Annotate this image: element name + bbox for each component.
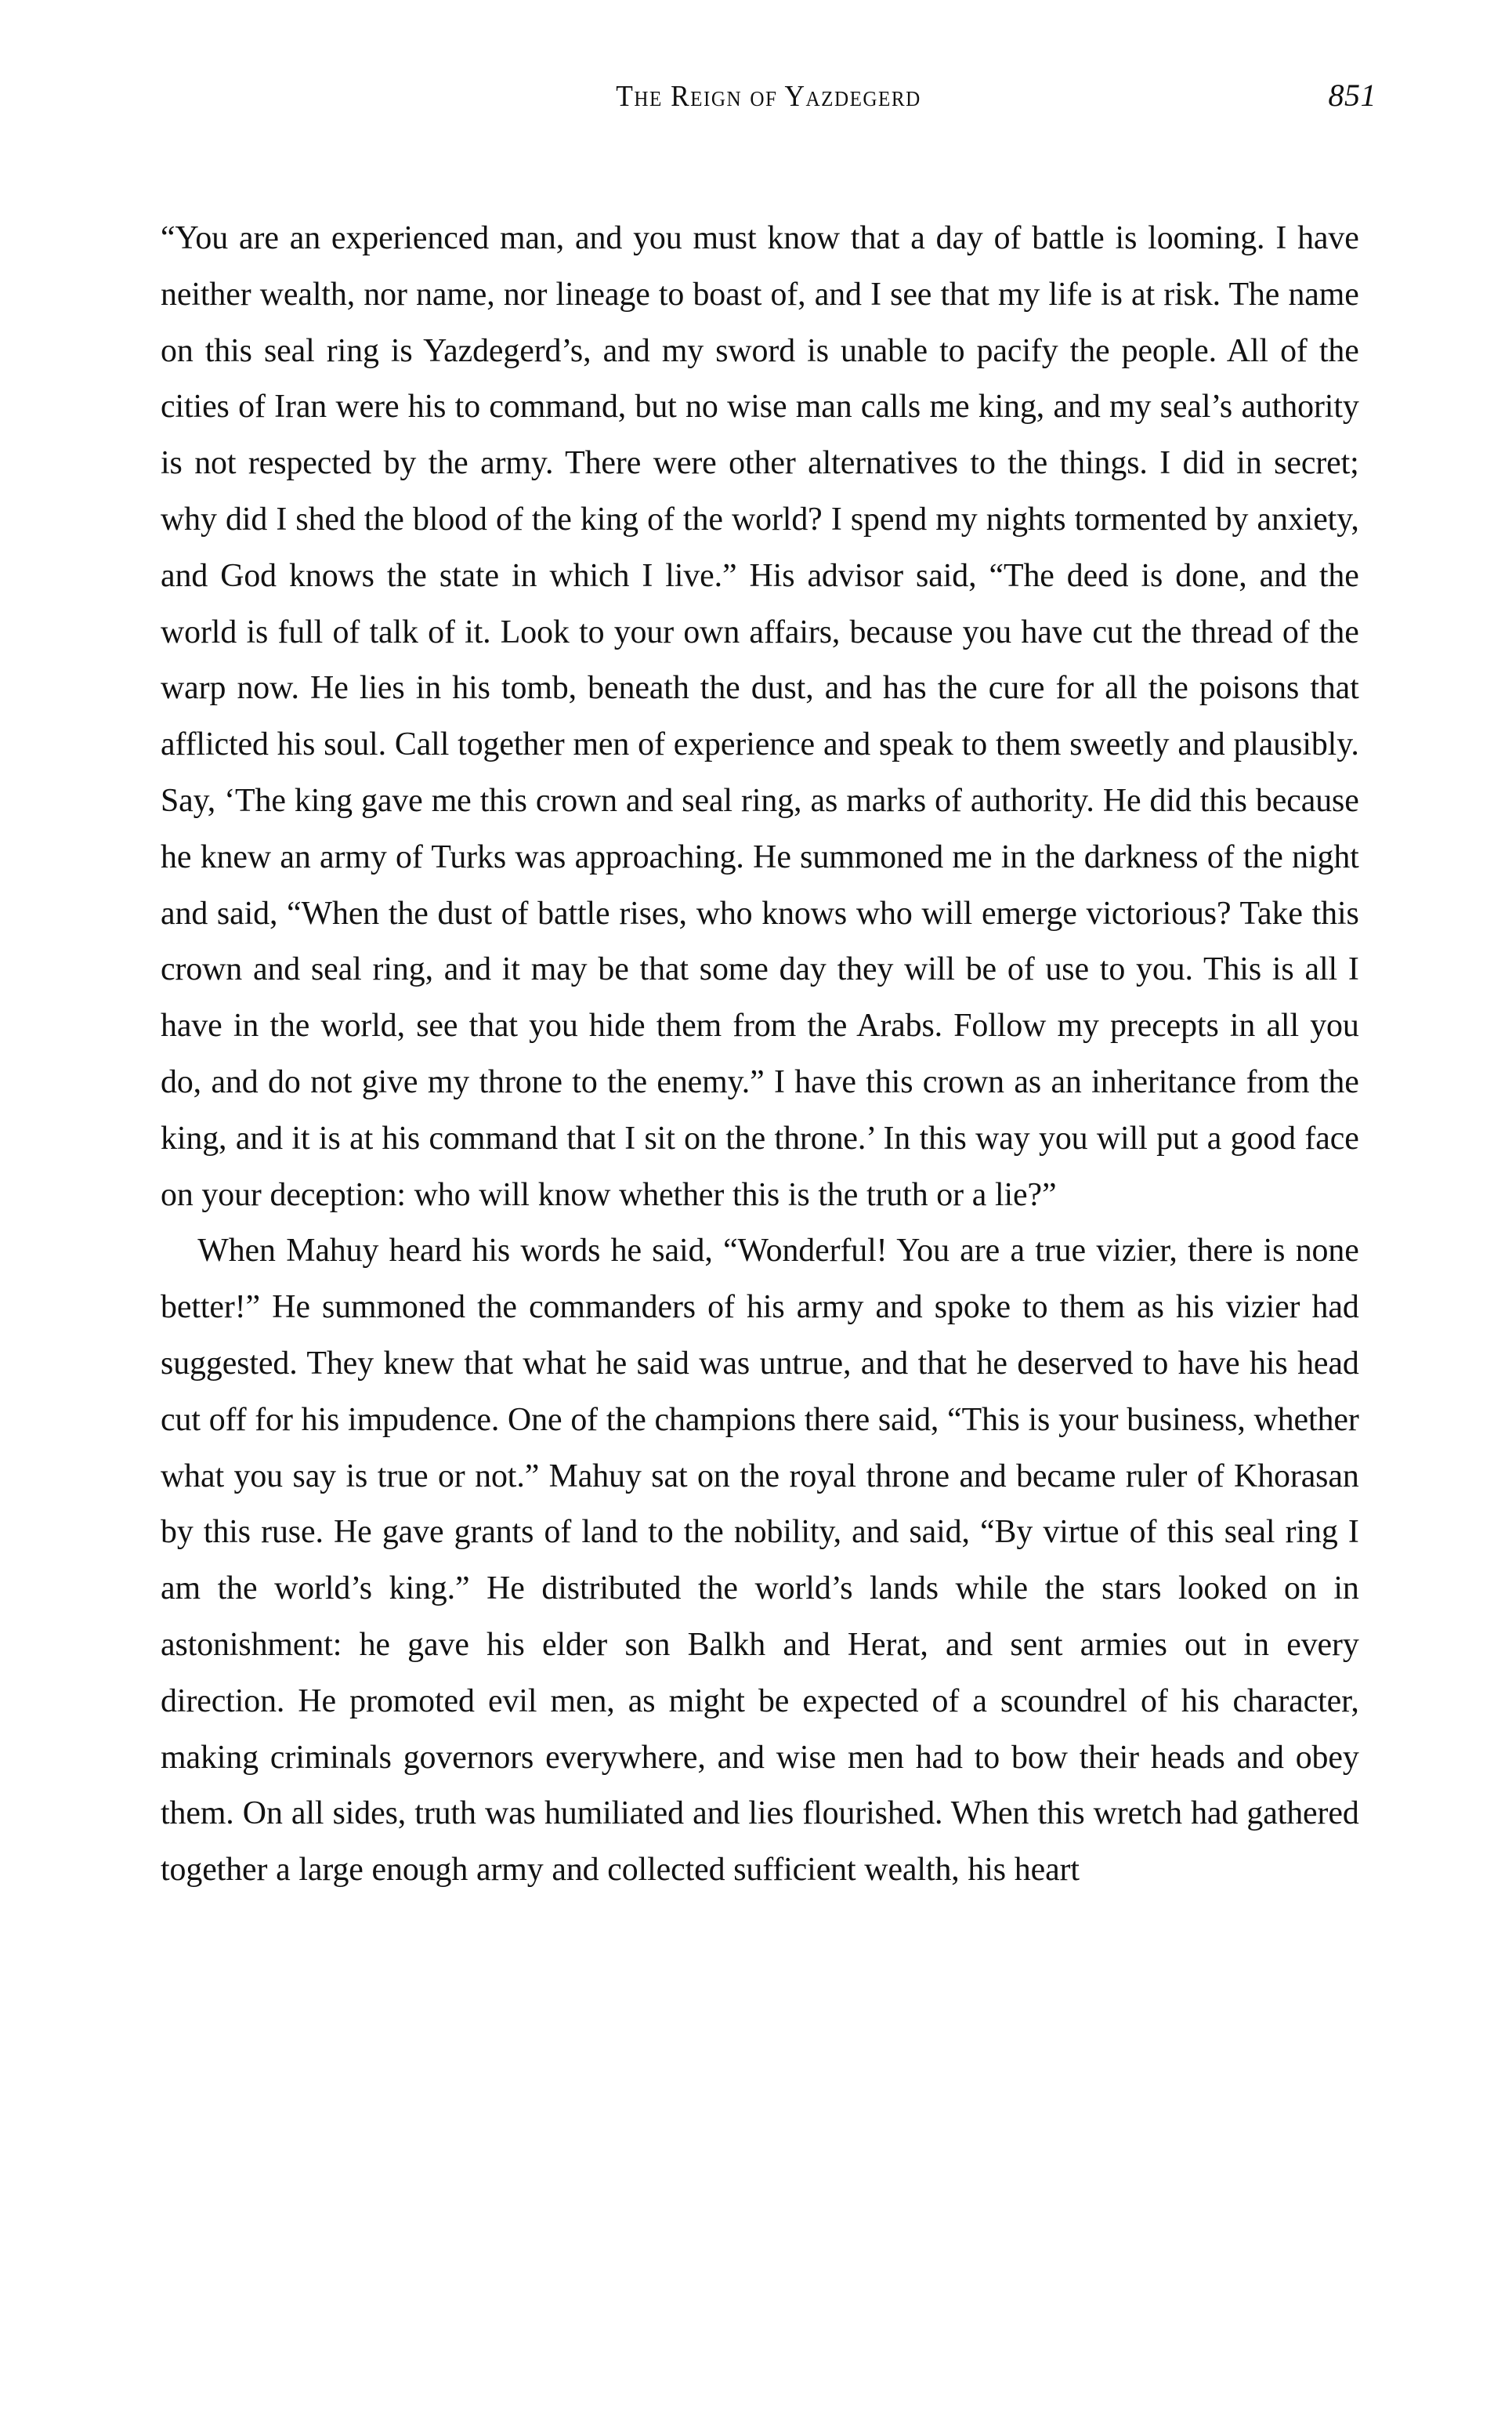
running-head-title: The Reign of Yazdegerd bbox=[616, 80, 921, 113]
running-head bbox=[161, 77, 1376, 125]
text-block bbox=[161, 210, 1377, 1898]
page-number: 851 bbox=[1328, 78, 1376, 113]
body-paragraph-1: “You are an experienced man, and you must know that a day of battle is looming. I have neither wealth, nor name, nor lineage to boast of, and I see that my life is at risk. The name on this seal ring is Yazdegerd’s, and my sword is unable to pacify the people. All of the cities of Iran were his to command, but no wise man calls me king, and my seal’s authority is not respected by the army. There were other alternatives to the things. I did in secret; why did I shed the blood of the king of the world? I spend my nights tormented by anxiety, and God knows the state in which I live.” His advisor said, “The deed is done, and the world is full of talk of it. Look to your own affairs, because you have cut the thread of the warp now. He lies in his tomb, beneath the dust, and has the cure for all the poisons that afflicted his soul. Call together men of experience and speak to them sweetly and plausibly. Say, ‘The king gave me this crown and seal ring, as marks of authority. He did this because he knew an army of Turks was approaching. He summoned me in the darkness of the night and said, “When the dust of battle rises, who knows who will emerge victorious? Take this crown and seal ring, and it may be that some day they will be of use to you. This is all I have in the world, see that you hide them from the Arabs. Follow my precepts in all you do, and do not give my throne to the enemy.” I have this crown as an inheritance from the king, and it is at his command that I sit on the throne.’ In this way you will put a good face on your deception: who will know whether this is the truth or a lie?” bbox=[161, 219, 1359, 1213]
body-paragraph-2: When Mahuy heard his words he said, “Wonderful! You are a true vizier, there is none better!” He summoned the commanders of his army and spoke to them as his vizier had suggested. They knew that what he said was untrue, and that he deserved to have his head cut off for his impudence. One of the champions there said, “This is your business, whether what you say is true or not.” Mahuy sat on the royal throne and became ruler of Khorasan by this ruse. He gave grants of land to the nobility, and said, “By virtue of this seal ring I am the world’s king.” He distributed the world’s lands while the stars looked on in astonishment: he gave his elder son Balkh and Herat, and sent armies out in every direction. He promoted evil men, as might be expected of a scoundrel of his character, making criminals governors everywhere, and wise men had to bow their heads and obey them. On all sides, truth was humiliated and lies flourished. When this wretch had gathered together a large enough army and collected sufficient wealth, his heart bbox=[161, 1232, 1359, 1889]
